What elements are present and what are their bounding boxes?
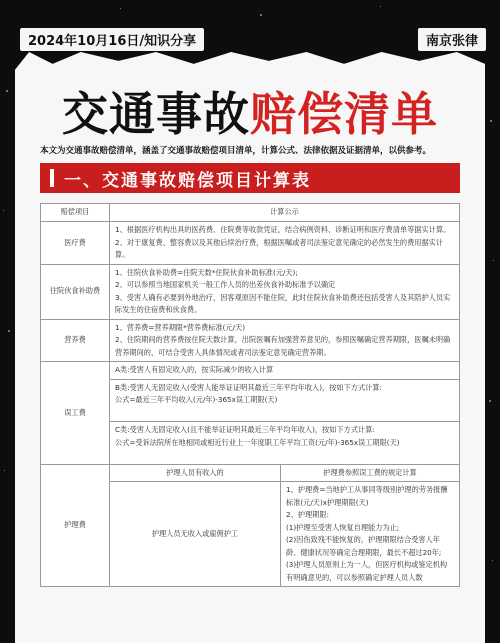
row-formula-meal-subsidy [110,264,460,319]
top-bar [0,0,500,58]
lost-wages-type-b [110,379,460,422]
nursing-col1-body: 护理人员无收入或雇佣护工 [110,482,281,587]
formula-line: 3、受害人确有必要到外地治疗，因客观原因不能住院，此时住院伙食补助费还包括受害人及其陪护人员实际发生的住宿费和伙食费。 [115,292,451,314]
formula-line: 1、护理费=当地护工从事同等级别护理的劳务报酬标准(元/天)x护理期限(天) [286,485,448,507]
row-item-nutrition: 营养费 [41,319,110,362]
formula-line: C类:受害人无固定收入(且不能举证证明其最近三年平均年收入)，按如下方式计算: [115,425,375,434]
row-formula-nutrition [110,319,460,362]
intro-text: 本文为交通事故赔偿清单，涵盖了交通事故赔偿项目清单，计算公式、法律依据及证据清单，以供参考。 [40,146,432,156]
nursing-col2-body [281,482,460,587]
date-label: 2024年10月16日/知识分享 [20,28,204,51]
nursing-col2-head: 护理费参照误工费的规定计算 [281,464,460,482]
header-formula: 计算公示 [110,204,460,222]
table-row [41,464,460,482]
table-header-row [41,204,460,222]
table-row [41,319,460,362]
row-item-meal-subsidy: 住院伙食补助费 [41,264,110,319]
formula-line: 1、根据医疗机构出具的医药费、住院费等收款凭证，结合病例资料、诊断证明和医疗费清单等据实计算。 [115,225,451,234]
title-part-red: 赔偿清单 [250,87,438,141]
section-bullet-icon [50,169,54,187]
nursing-col1-head: 护理人员有收入的 [110,464,281,482]
brand-label: 南京张律 [418,28,486,51]
lost-wages-type-c [110,422,460,465]
page-title [0,78,500,144]
compensation-table [40,203,460,587]
table-row [41,264,460,319]
formula-line: (1)护理至受害人恢复自理能力为止; [286,522,400,532]
lost-wages-type-a: A类:受害人有固定收入的，按实际减少的收入计算 [110,362,460,380]
formula-line: 1、住院伙食补助费=住院天数*住院伙食补助标准(元/天); [115,267,298,277]
title-part-black: 交通事故 [62,87,250,141]
row-formula-medical [110,222,460,265]
section-header [40,163,460,193]
formula-line: B类:受害人无固定收入(受害人能举证证明其最近三年平均年收入)，按如下方式计算: [115,382,382,392]
formula-line: (3)护理人员原则上为一人，但医疗机构或鉴定机构有明确意见的，可以参照确定护理人员人数 [286,560,448,582]
section-title: 一、交通事故赔偿项目计算表 [64,170,311,191]
formula-line: 2、护理期限: [286,510,329,519]
formula-line: (2)因伤致残不能恢复的，护理期限结合受害人年龄、健康状况等确定合理期限，最长不超过20年; [286,535,442,557]
table-row [41,362,460,380]
formula-line: 公式=受诉法院所在地相同或相近行业上一年度职工年平均工资(元/年)-365x误工期限(天) [115,437,400,447]
table-row [41,222,460,265]
formula-line: 2、可以参照当地国家机关一般工作人员的出差伙食补助标准予以确定 [115,280,336,289]
formula-line: 2、对于康复费、整容费以及其他后续治疗费，根据医嘱或者司法鉴定意见确定的必然发生的费用据实计算。 [115,237,444,259]
formula-line: 1、营养费=营养期限*营养费标准(元/天) [115,322,246,332]
header-item: 赔偿项目 [41,204,110,222]
formula-line: 公式=最近三年平均收入(元/年)-365x误工期限(天) [115,395,278,404]
row-item-nursing: 护理费 [41,464,110,587]
row-item-lost-wages: 误工费 [41,362,110,465]
formula-line: 2、住院期间的营养费按住院天数计算，出院医嘱有加强营养意见的，参照医嘱确定营养期限，医嘱未明确营养期间的，可结合受害人具体情况或者司法鉴定意见确定营养期。 [115,335,451,357]
row-item-medical: 医疗费 [41,222,110,265]
